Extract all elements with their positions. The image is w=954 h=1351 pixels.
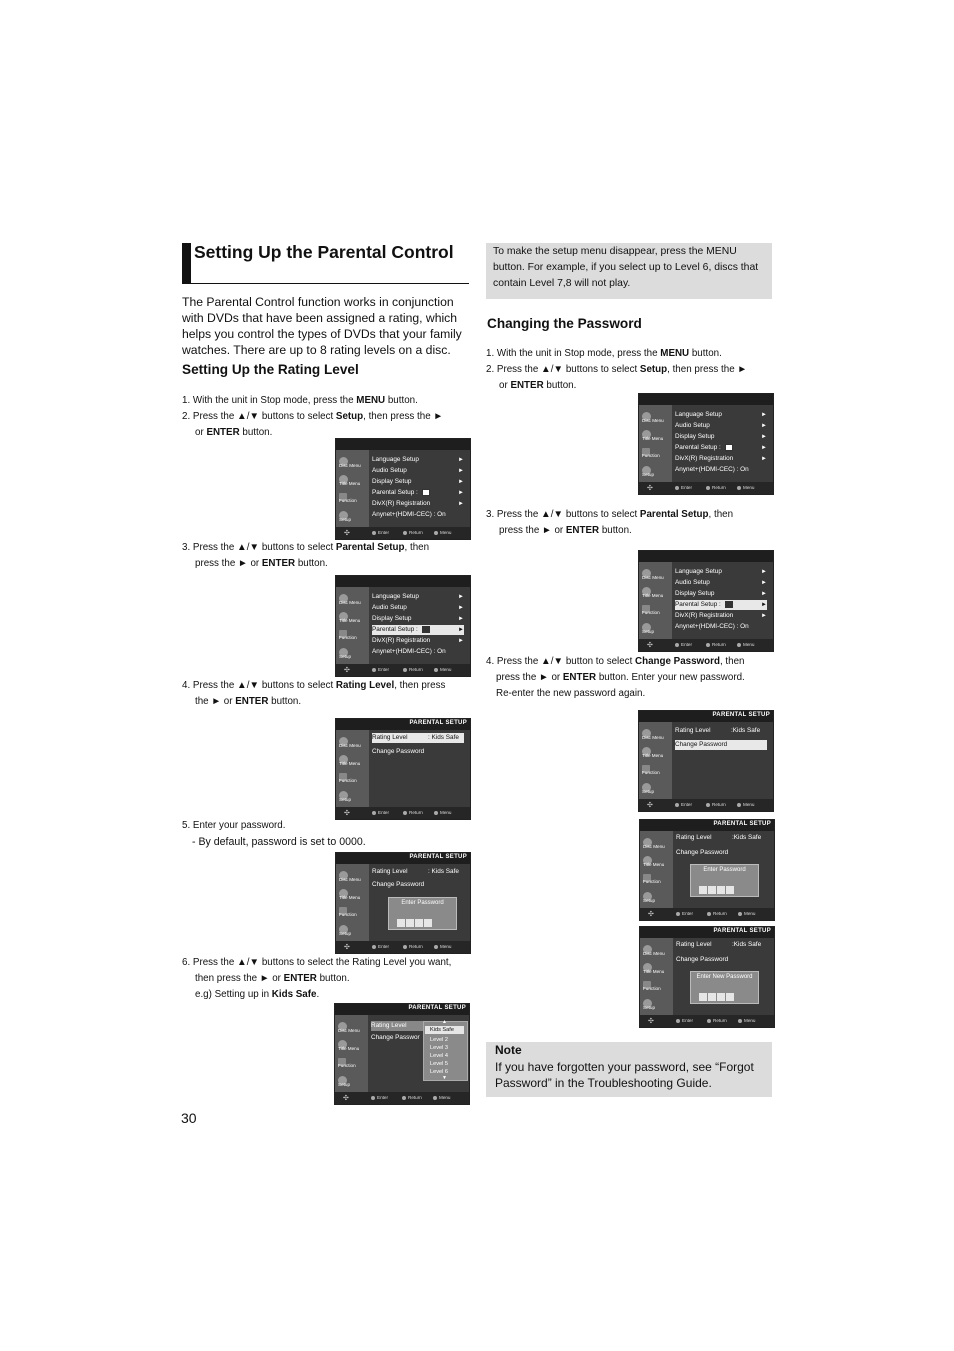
rating-level-dropdown: ▲ Kids Safe Level 2 Level 3 Level 4 Level 5 Level 6 ▼: [423, 1021, 468, 1081]
navigation-cross-icon: ✣: [648, 911, 654, 918]
rating-step-4: 4. Press the ▲/▼ buttons to select Rating Level, then press the ► or ENTER button.: [182, 680, 446, 707]
note-text: If you have forgotten your password, see “Forgot Password” in the Troubleshooting Guide.: [495, 1060, 754, 1090]
osd-setup-menu-4: Disc Menu Title Menu Function Setup Language Setup ► Audio Setup ► Display Setup ► Parental Setup : ► DivX(R) Registration ► Anynet+(HDMI-CEC) : On ✣ Enter Return Menu: [638, 550, 774, 652]
scroll-down-icon: ▼: [442, 1075, 447, 1081]
lock-icon: [422, 626, 430, 633]
new-password-dialog: Enter New Password: [690, 971, 759, 1004]
navigation-cross-icon: ✣: [344, 810, 350, 817]
password-step-2: 2. Press the ▲/▼ buttons to select Setup, then press the ► or ENTER button.: [486, 364, 748, 391]
osd-rating-dropdown: PARENTAL SETUP Disc Menu Title Menu Function Setup Rating Level Change Passwor ▲ Kids Safe Level 2 Level 3 Level 4 Level 5 Level 6 ▼ ✣ Enter Return Menu: [334, 1003, 470, 1105]
osd-enter-password-2: PARENTAL SETUP Disc Menu Title Menu Function Setup Rating Level :Kids Safe Change Password Enter Password ✣ Enter Return Menu: [639, 819, 775, 921]
osd-enter-new-password: PARENTAL SETUP Disc Menu Title Menu Function Setup Rating Level :Kids Safe Change Password Enter New Password ✣ Enter Return Menu: [639, 926, 775, 1028]
rating-step-3: 3. Press the ▲/▼ buttons to select Parental Setup, then press the ► or ENTER button.: [182, 542, 430, 569]
osd-enter-password-1: PARENTAL SETUP Disc Menu Title Menu Function Setup Rating Level : Kids Safe Change Password Enter Password ✣ Enter Return Menu: [335, 852, 471, 954]
osd-parental-setup-1: PARENTAL SETUP Disc Menu Title Menu Function Setup Rating Level : Kids Safe Change Password ✣ Enter Return Menu: [335, 718, 471, 820]
scroll-up-icon: ▲: [442, 1019, 447, 1025]
lock-icon: [725, 444, 733, 451]
password-section-heading: Changing the Password: [487, 316, 642, 331]
navigation-cross-icon: ✣: [344, 944, 350, 951]
password-dialog: Enter Password: [690, 864, 759, 897]
osd-setup-menu-2: Disc Menu Title Menu Function Setup Language Setup ► Audio Setup ► Display Setup ► Parental Setup : ► DivX(R) Registration ► Anynet+(HDMI-CEC) : On ✣ Enter Return Menu: [335, 575, 471, 677]
navigation-cross-icon: ✣: [647, 802, 653, 809]
note-box: [486, 1042, 772, 1097]
tip-box: To make the setup menu disappear, press the MENU button. For example, if you select up to Level 6, discs that contain Level 7,8 will not play.: [486, 243, 772, 299]
password-dialog: Enter Password: [388, 897, 457, 930]
navigation-cross-icon: ✣: [647, 642, 653, 649]
title-accent-bar: [182, 243, 191, 283]
osd-setup-menu-3: Disc Menu Title Menu Function Setup Language Setup ► Audio Setup ► Display Setup ► Parental Setup : ► DivX(R) Registration ► Anynet+(HDMI-CEC) : On ✣ Enter Return Menu: [638, 393, 774, 495]
intro-paragraph: The Parental Control function works in conjunction with DVDs that have been assigned a rating, which helps you control the types of DVDs that your family watches. There are up to 8 rating levels on a disc.: [182, 295, 462, 357]
navigation-cross-icon: ✣: [344, 667, 350, 674]
navigation-cross-icon: ✣: [647, 485, 653, 492]
rating-step-2: 2. Press the ▲/▼ buttons to select Setup, then press the ► or ENTER button.: [182, 411, 444, 438]
navigation-cross-icon: ✣: [648, 1018, 654, 1025]
rating-step-1: 1. With the unit in Stop mode, press the MENU button.: [182, 395, 418, 406]
lock-icon: [422, 489, 430, 496]
rating-section-heading: Setting Up the Rating Level: [182, 362, 359, 377]
osd-setup-menu-1: Disc Menu Title Menu Function Setup Language Setup ► Audio Setup ► Display Setup ► Parental Setup : ► DivX(R) Registration ► Anynet+(HDMI-CEC) : On ✣ Enter Return Menu: [335, 438, 471, 540]
navigation-cross-icon: ✣: [343, 1095, 349, 1102]
page-number: 30: [181, 1110, 197, 1126]
password-step-3: 3. Press the ▲/▼ buttons to select Parental Setup, then press the ► or ENTER button.: [486, 509, 734, 536]
rating-step-6: 6. Press the ▲/▼ buttons to select the Rating Level you want, then press the ► or ENTER button. e.g) Setting up in Kids Safe.: [182, 957, 452, 1000]
page-title: Setting Up the Parental Control: [194, 242, 454, 262]
password-step-1: 1. With the unit in Stop mode, press the MENU button.: [486, 348, 722, 359]
title-underline: [182, 283, 469, 284]
rating-step-5: 5. Enter your password. - By default, password is set to 0000.: [182, 820, 366, 848]
password-step-4: 4. Press the ▲/▼ button to select Change Password, then press the ► or ENTER button. Enter your new password. Re-enter the new password again.: [486, 656, 745, 699]
osd-parental-setup-2: PARENTAL SETUP Disc Menu Title Menu Function Setup Rating Level :Kids Safe Change Password ✣ Enter Return Menu: [638, 710, 774, 812]
lock-icon: [725, 601, 733, 608]
note-title: Note: [495, 1043, 522, 1057]
navigation-cross-icon: ✣: [344, 530, 350, 537]
